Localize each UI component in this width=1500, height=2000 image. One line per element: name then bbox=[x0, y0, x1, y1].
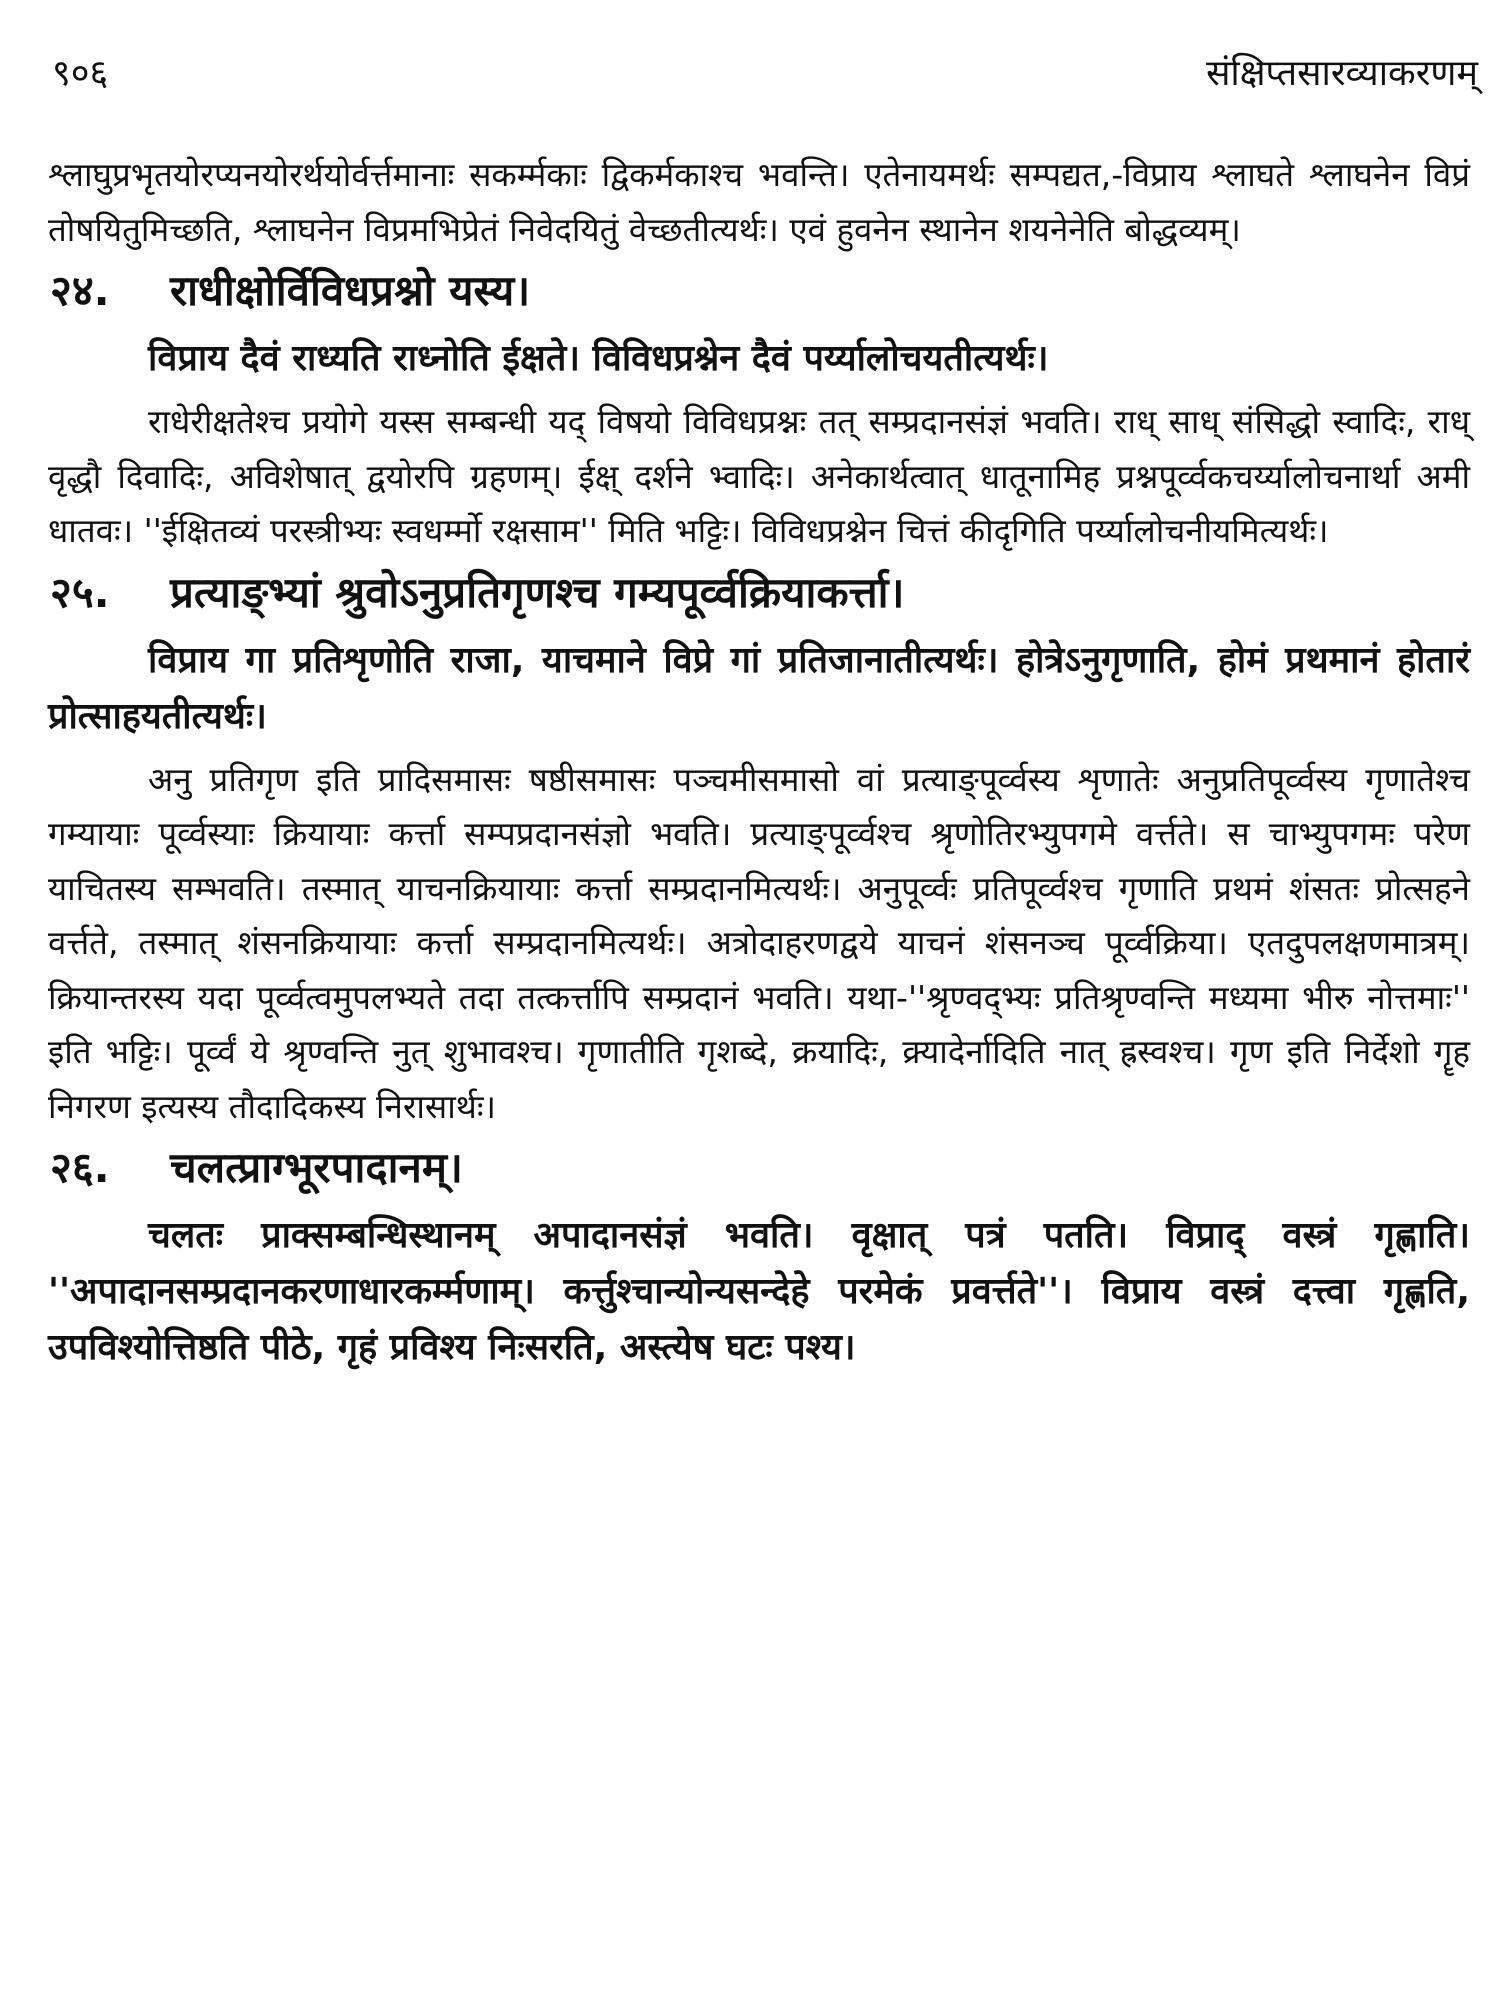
sutra-26-heading bbox=[48, 1138, 1470, 1198]
sutra-25-heading bbox=[48, 563, 1470, 623]
sutra-26-number: २६. bbox=[50, 1143, 110, 1192]
sutra-25-text: प्रत्याङ्भ्यां श्रुवोऽनुप्रतिगृणश्च गम्यपूर्व्वक्रियाकर्त्ता। bbox=[170, 567, 905, 617]
sutra-26-text: चलत्प्राग्भूरपादानम्। bbox=[170, 1143, 463, 1192]
sutra-25-number: २५. bbox=[50, 567, 110, 617]
sutra-26-example: चलतः प्राक्सम्बन्धिस्थानम् अपादानसंज्ञं भवति। वृक्षात् पत्रं पतति। विप्राद् वस्त्रं गृह्णाति। ''अपादानसम्प्रदानकरणाधारकर्म्मणाम्। कर्त्तुश्चान्योन्यसन्देहे परमेकं प्रवर्त्तते''। विप्राय वस्त्रं दत्त्वा गृह्णति, उपविश्योत्तिष्ठति पीठे, गृहं प्रविश्य निःसरति, अस्त्येष घटः पश्य। bbox=[48, 1215, 1470, 1368]
sutra-25-example: विप्राय गा प्रतिशृणोति राजा, याचमाने विप्रे गां प्रतिजानातीत्यर्थः। होत्रेऽनुगृणाति, होमं प्रथमानं होतारं प्रोत्साहयतीत्यर्थः। bbox=[48, 639, 1470, 737]
sutra-25-commentary: अनु प्रतिगृण इति प्रादिसमासः षष्ठीसमासः पञ्चमीसमासो वां प्रत्याङ्पूर्व्वस्य शृणातेः अनुप्रतिपूर्व्वस्य गृणातेश्च गम्यायाः पूर्व्वस्याः क्रियायाः कर्त्ता सम्पप्रदानसंज्ञो भवति। प्रत्याङ्पूर्व्वश्च श्रृणोतिरभ्युपगमे वर्त्तते। स चाभ्युपगमः परेण याचितस्य सम्भवति। तस्मात् याचनक्रियायाः कर्त्ता सम्प्रदानमित्यर्थः। अनुपूर्व्वः प्रतिपूर्व्वश्च गृणाति प्रथमं शंसतः प्रोत्सहने वर्त्तते, तस्मात् शंसनक्रियायाः कर्त्ता सम्प्रदानमित्यर्थः। अत्रोदाहरणद्वये याचनं शंसनञ्च पूर्व्वक्रिया। एतदुपलक्षणमात्रम्। क्रियान्तरस्य यदा पूर्व्वत्वमुपलभ्यते तदा तत्कर्त्तापि सम्प्रदानं भवति। यथा-''श्रृण्वद्भ्यः प्रतिश्रृण्वन्ति मध्यमा भीरु नोत्तमाः'' इति भट्टिः। पूर्व्वं ये श्रृण्वन्ति नुत् शुभावश्च। गृणातीति गृशब्दे, क्रयादिः, क्र्यादेर्नादिति नात् ह्रस्वश्च। गृण इति निर्देशो गॄह निगरण इत्यस्य तौदादिकस्य निरासार्थः। bbox=[48, 759, 1470, 1126]
page-body bbox=[48, 148, 1470, 1384]
sutra-24-text: राधीक्षोर्विविधप्रश्नो यस्य। bbox=[170, 266, 531, 315]
sutra-24-number: २४. bbox=[50, 266, 110, 315]
sutra-24-heading bbox=[48, 261, 1470, 321]
page-header bbox=[52, 52, 1478, 95]
intro-paragraph: श्लाघुप्रभृतयोरप्यनयोरर्थयोर्वर्त्तमानाः सकर्म्मकाः द्विकर्मकाश्च भवन्ति। एतेनायमर्थः सम्पद्यत,-विप्राय श्लाघते श्लाघनेन विप्रं तोषयितुमिच्छति, श्लाघनेन विप्रमभिप्रेतं निवेदयितुं वेच्छतीत्यर्थः। एवं हुवनेन स्थानेन शयनेनेति बोद्धव्यम्। bbox=[48, 155, 1470, 249]
sutra-24-example: विप्राय दैवं राध्यति राध्नोति ईक्षते। विविधप्रश्नेन दैवं पर्य्यालोचयतीत्यर्थः। bbox=[148, 338, 1049, 379]
book-title: संक्षिप्तसारव्याकरणम् bbox=[1206, 53, 1478, 94]
sutra-24-commentary: राधेरीक्षतेश्च प्रयोगे यस्स सम्बन्धी यद् विषयो विविधप्रश्नः तत् सम्प्रदानसंज्ञं भवति। राध् साध् संसिद्धो स्वादिः, राध् वृद्धौ दिवादिः, अविशेषात् द्वयोरपि ग्रहणम्। ईक्ष् दर्शने भ्वादिः। अनेकार्थत्वात् धातूनामिह प्रश्नपूर्व्वकचर्य्यालोचनार्था अमी धातवः। ''ईक्षितव्यं परस्त्रीभ्यः स्वधर्म्मो रक्षसाम'' मिति भट्टिः। विविधप्रश्नेन चित्तं कीदृगिति पर्य्यालोचनीयमित्यर्थः। bbox=[48, 402, 1470, 550]
page-number: ९०६ bbox=[52, 53, 109, 94]
